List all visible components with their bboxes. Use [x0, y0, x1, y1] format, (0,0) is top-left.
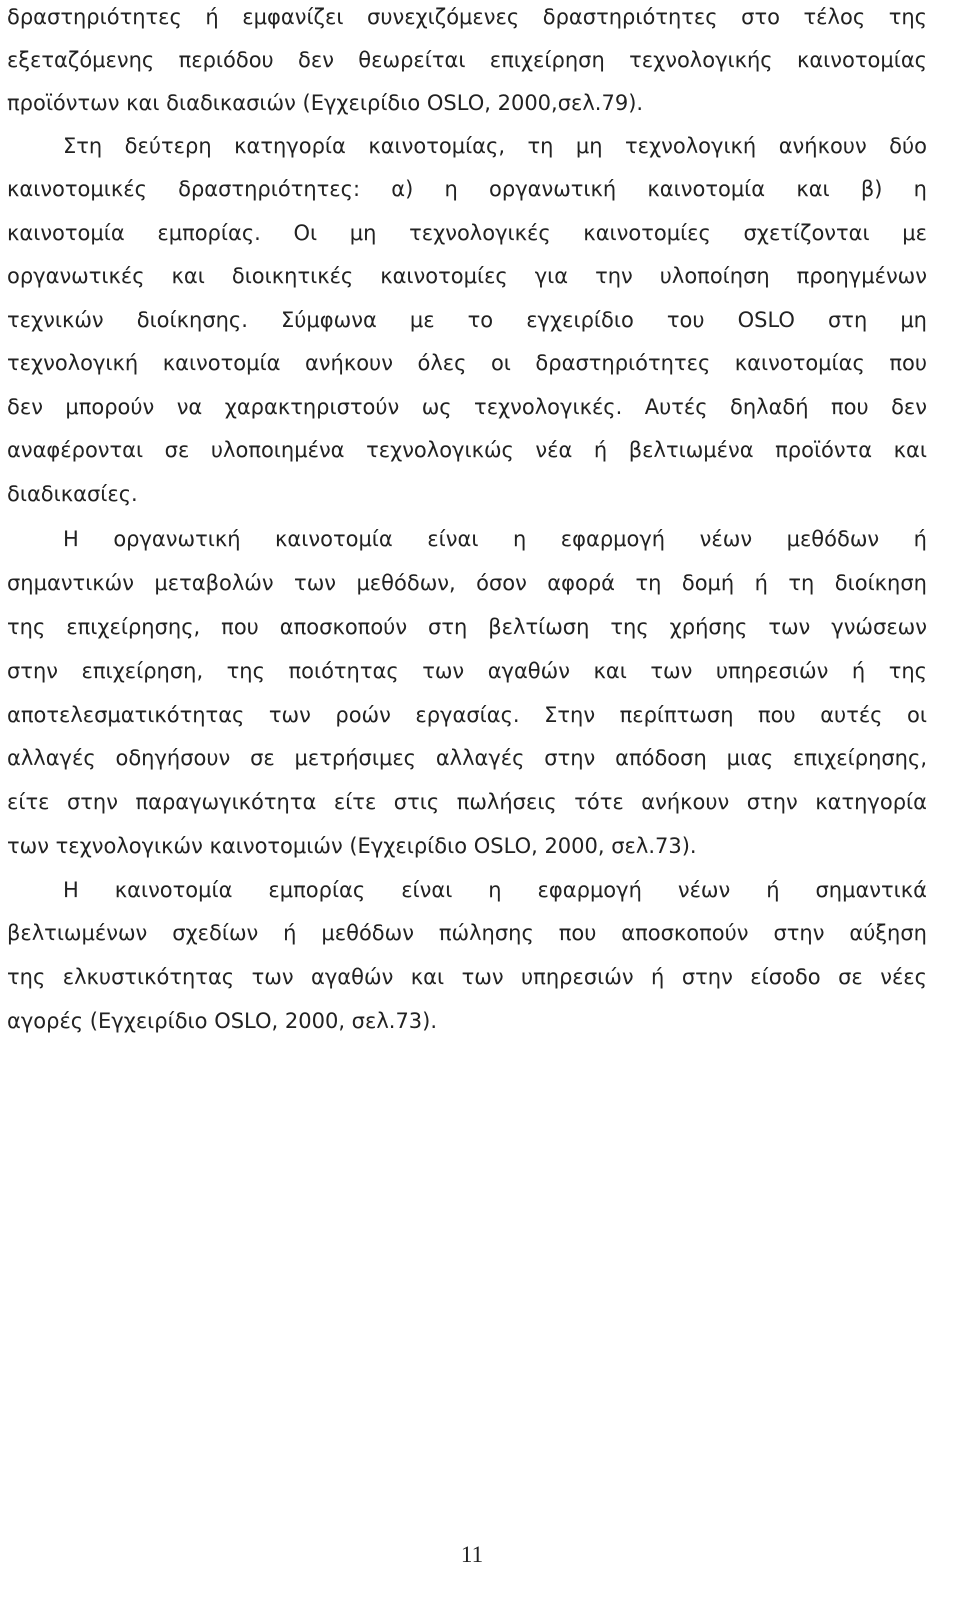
text-line: είτε στην παραγωγικότητα είτε στις πωλήσεις τότε ανήκουν στην κατηγορία: [7, 790, 927, 814]
document-page: [7, 0, 927, 1617]
text-line: Η οργανωτική καινοτομία είναι η εφαρμογή νέων μεθόδων ή: [63, 527, 927, 551]
text-line: καινοτομικές δραστηριότητες: α) η οργανωτική καινοτομία και β) η: [7, 177, 927, 201]
text-line: προϊόντων και διαδικασιών (Εγχειρίδιο OSLO, 2000,σελ.79).: [7, 91, 644, 115]
page-number: 11: [460, 1542, 484, 1567]
text-line: αποτελεσματικότητας των ροών εργασίας. Στην περίπτωση που αυτές οι: [7, 703, 927, 727]
text-line: δεν μπορούν να χαρακτηριστούν ως τεχνολογικές. Αυτές δηλαδή που δεν: [7, 395, 927, 419]
text-line: δραστηριότητες ή εμφανίζει συνεχιζόμενες δραστηριότητες στο τέλος της: [7, 5, 927, 29]
text-line: οργανωτικές και διοικητικές καινοτομίες για την υλοποίηση προηγμένων: [7, 264, 927, 288]
text-line: αναφέρονται σε υλοποιημένα τεχνολογικώς νέα ή βελτιωμένα προϊόντα και: [7, 438, 927, 462]
text-line: Η καινοτομία εμπορίας είναι η εφαρμογή νέων ή σημαντικά: [63, 878, 927, 902]
text-line: αγορές (Εγχειρίδιο OSLO, 2000, σελ.73).: [7, 1009, 438, 1033]
text-line: της επιχείρησης, που αποσκοπούν στη βελτίωση της χρήσης των γνώσεων: [7, 615, 927, 639]
text-line: βελτιωμένων σχεδίων ή μεθόδων πώλησης που αποσκοπούν στην αύξηση: [7, 921, 927, 945]
text-line: τεχνικών διοίκησης. Σύμφωνα με το εγχειρίδιο του OSLO στη μη: [7, 308, 927, 332]
text-line: Στη δεύτερη κατηγορία καινοτομίας, τη μη τεχνολογική ανήκουν δύο: [63, 134, 927, 158]
text-line: διαδικασίες.: [7, 482, 138, 506]
text-line: εξεταζόμενης περιόδου δεν θεωρείται επιχείρηση τεχνολογικής καινοτομίας: [7, 48, 927, 72]
text-line: των τεχνολογικών καινοτομιών (Εγχειρίδιο OSLO, 2000, σελ.73).: [7, 834, 697, 858]
text-line: αλλαγές οδηγήσουν σε μετρήσιμες αλλαγές στην απόδοση μιας επιχείρησης,: [7, 746, 927, 770]
text-line: στην επιχείρηση, της ποιότητας των αγαθών και των υπηρεσιών ή της: [7, 659, 927, 683]
text-line: της ελκυστικότητας των αγαθών και των υπηρεσιών ή στην είσοδο σε νέες: [7, 965, 927, 989]
text-line: σημαντικών μεταβολών των μεθόδων, όσον αφορά τη δομή ή τη διοίκηση: [7, 571, 927, 595]
text-line: τεχνολογική καινοτομία ανήκουν όλες οι δραστηριότητες καινοτομίας που: [7, 351, 927, 375]
text-line: καινοτομία εμπορίας. Οι μη τεχνολογικές καινοτομίες σχετίζονται με: [7, 221, 927, 245]
